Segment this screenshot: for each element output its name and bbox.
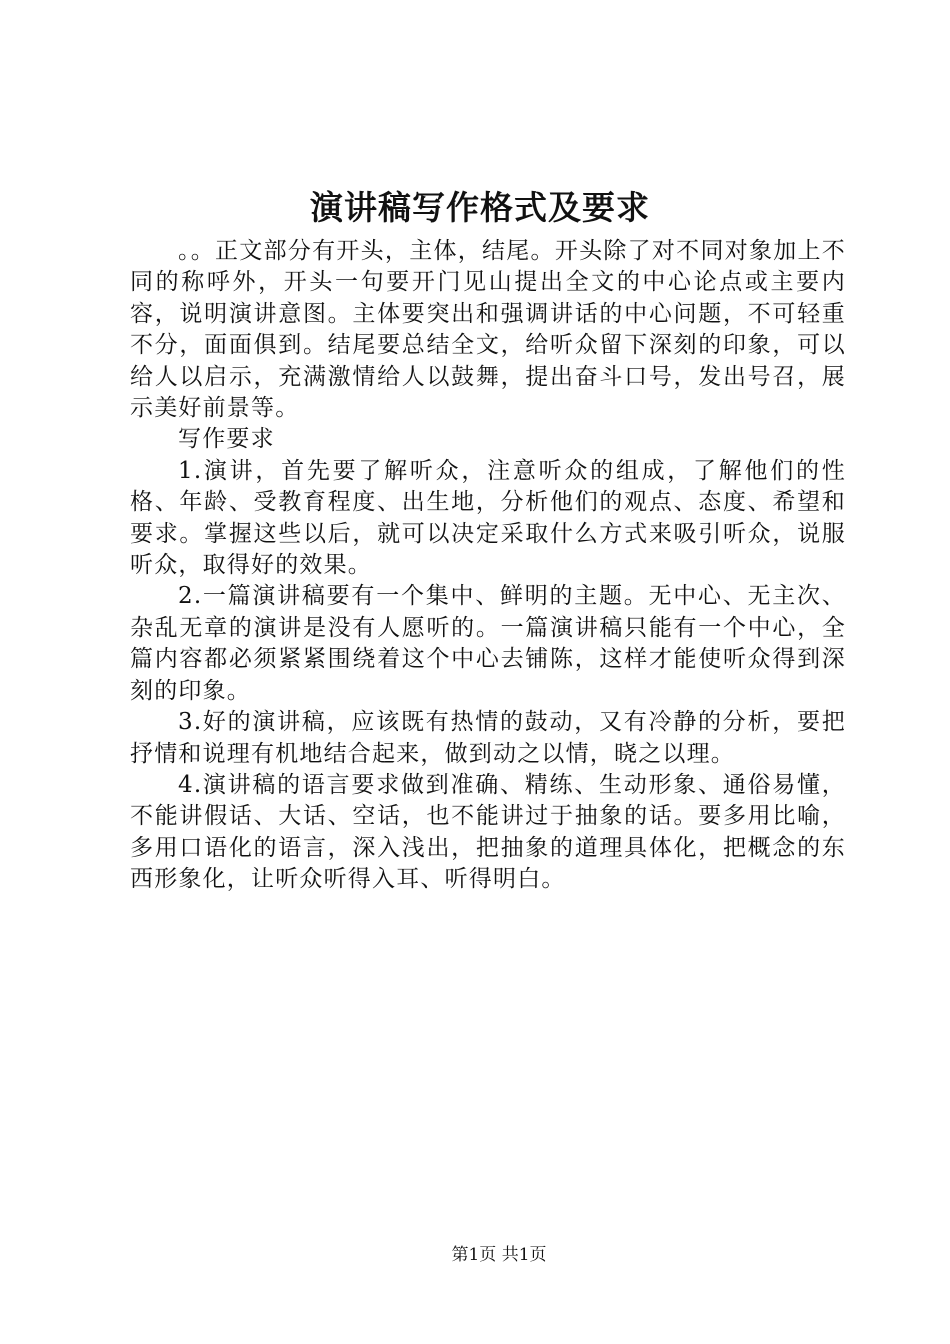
page-number-footer: 第1页 共1页: [451, 1245, 547, 1265]
paragraph-structure: 。。正文部分有开头，主体，结尾。开头除了对不同对象加上不同的称呼外，开头一句要开门见山提出全文的中心论点或主要内容，说明演讲意图。主体要突出和强调讲话的中心问题，不可轻重不分，面面俱到。结尾要总结全文，给听众留下深刻的印象，可以给人以启示，充满激情给人以鼓舞，提出奋斗口号，发出号召，展示美好前景等。: [130, 238, 846, 422]
document-title: 演讲稿写作格式及要求: [310, 188, 650, 227]
document-body: [130, 236, 846, 896]
paragraph-item-4: 4.演讲稿的语言要求做到准确、精练、生动形象、通俗易懂，不能讲假话、大话、空话，也不能讲过于抽象的话。要多用比喻，多用口语化的语言，深入浅出，把抽象的道理具体化，把概念的东西形象化，让听众听得入耳、听得明白。: [130, 771, 846, 893]
paragraph-item-3: 3.好的演讲稿，应该既有热情的鼓动，又有冷静的分析，要把抒情和说理有机地结合起来，做到动之以情，晓之以理。: [130, 709, 846, 767]
paragraph-item-2: 2.一篇演讲稿要有一个集中、鲜明的主题。无中心、无主次、杂乱无章的演讲是没有人愿听的。一篇演讲稿只能有一个中心，全篇内容都必须紧紧围绕着这个中心去铺陈，这样才能使听众得到深刻的印象。: [130, 583, 846, 704]
paragraph-item-1: 1.演讲，首先要了解听众，注意听众的组成，了解他们的性格、年龄、受教育程度、出生地，分析他们的观点、态度、希望和要求。掌握这些以后，就可以决定采取什么方式来吸引听众，说服听众，取得好的效果。: [130, 457, 846, 579]
paragraph-heading-requirements: 写作要求: [178, 426, 275, 453]
